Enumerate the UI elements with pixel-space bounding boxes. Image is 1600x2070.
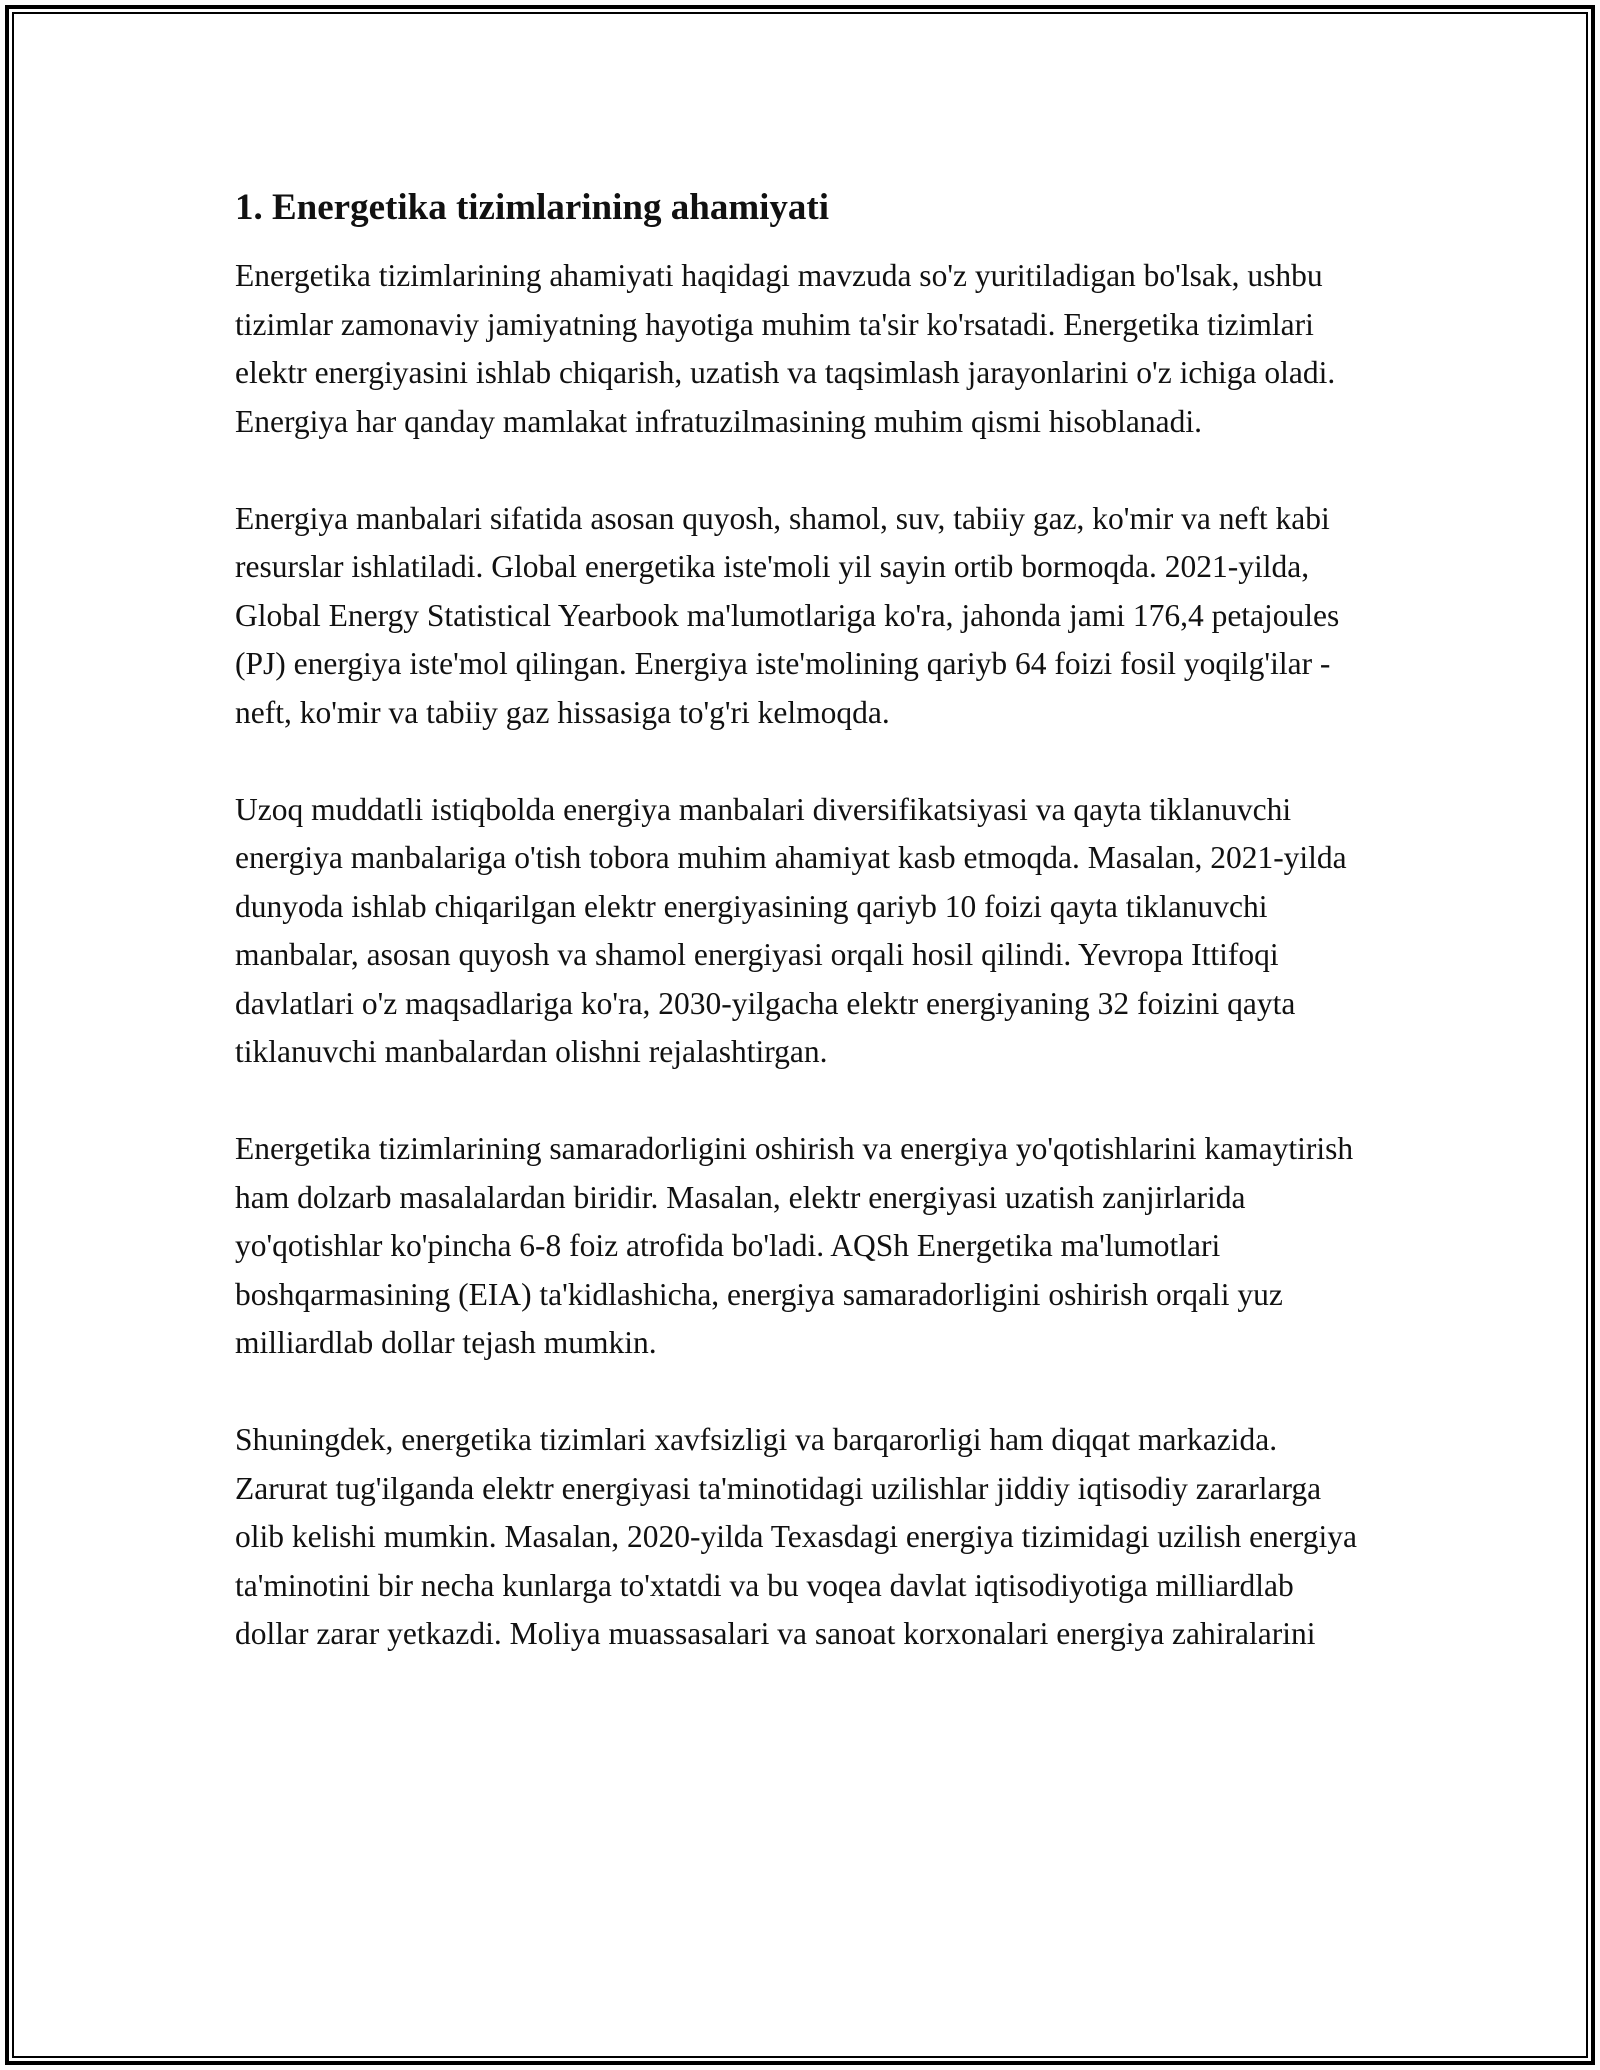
paragraph-1: Energetika tizimlarining ahamiyati haqidagi mavzuda so'z yuritiladigan bo'lsak, ushbu tizimlar zamonaviy jamiyatning hayotiga muhim ta'sir ko'rsatadi. Energetika tizimlari elektr energiyasini ishlab chiqarish, uzatish va taqsimlash jarayonlarini o'z ichiga oladi. Energiya har qanday mamlakat infratuzilmasining muhim qismi hisoblanadi. (235, 258, 1336, 439)
paragraph-2: Energiya manbalari sifatida asosan quyosh, shamol, suv, tabiiy gaz, ko'mir va neft kabi resurslar ishlatiladi. Global energetika iste'moli yil sayin ortib bormoqda. 2021-yilda, Global Energy Statistical Yearbook ma'lumotlariga ko'ra, jahonda jami 176,4 petajoules (PJ) energiya iste'mol qilingan. Energiya iste'molining qariyb 64 foizi fosil yoqilg'ilar - neft, ko'mir va tabiiy gaz hissasiga to'g'ri kelmoqda. (235, 500, 1340, 730)
section-title: 1. Energetika tizimlarining ahamiyati (235, 187, 830, 228)
paragraph-4: Energetika tizimlarining samaradorligini oshirish va energiya yo'qotishlarini kamaytirish ham dolzarb masalalardan biridir. Masalan, elektr energiyasi uzatish zanjirlarida yo'qotishlar ko'pincha 6-8 foiz atrofida bo'ladi. AQSh Energetika ma'lumotlari boshqarmasining (EIA) ta'kidlashicha, energiya samaradorligini oshirish orqali yuz milliardlab dollar tejash mumkin. (235, 1131, 1354, 1360)
document-body (235, 184, 1365, 1659)
paragraph-3: Uzoq muddatli istiqbolda energiya manbalari diversifikatsiyasi va qayta tiklanuvchi energiya manbalariga o'tish tobora muhim ahamiyat kasb etmoqda. Masalan, 2021-yilda dunyoda ishlab chiqarilgan elektr energiyasining qariyb 10 foizi qayta tiklanuvchi manbalar, asosan quyosh va shamol energiyasi orqali hosil qilindi. Yevropa Ittifoqi davlatlari o'z maqsadlariga ko'ra, 2030-yilgacha elektr energiyaning 32 foizini qayta tiklanuvchi manbalardan olishni rejalashtirgan. (235, 791, 1347, 1069)
paragraph-5: Shuningdek, energetika tizimlari xavfsizligi va barqarorligi ham diqqat markazida. Zarurat tug'ilganda elektr energiyasi ta'minotidagi uzilishlar jiddiy iqtisodiy zararlarga olib kelishi mumkin. Masalan, 2020-yilda Texasdagi energiya tizimidagi uzilish energiya ta'minotini bir necha kunlarga to'xtatdi va bu voqea davlat iqtisodiyotiga milliardlab dollar zarar yetkazdi. Moliya muassasalari va sanoat korxonalari energiya zahiralarini (235, 1422, 1357, 1651)
